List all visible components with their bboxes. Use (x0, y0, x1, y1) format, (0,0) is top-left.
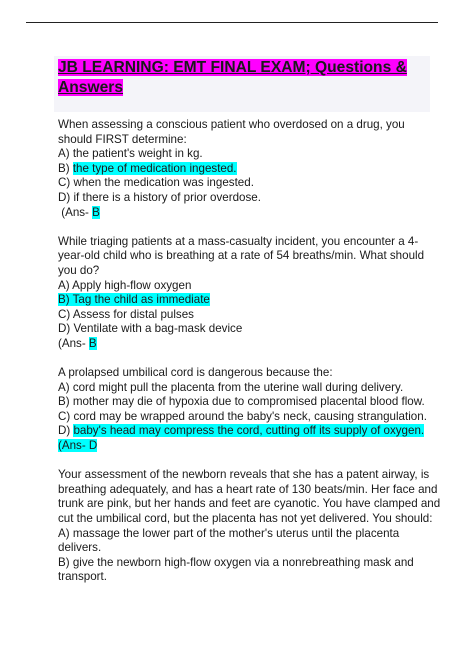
question-stem: When assessing a conscious patient who overdosed on a drug, you should FIRST determine: (58, 118, 405, 146)
option-c: C) Assess for distal pulses (58, 307, 194, 321)
answer-letter: B (92, 205, 100, 219)
option-d-highlight: baby's head may compress the cord, cutting off its supply of oxygen. (73, 424, 425, 438)
answer-highlight: (Ans- D (58, 439, 98, 453)
question-stem: While triaging patients at a mass-casualty incident, you encounter a 4-year-old child who is breathing at a rate of 54 breaths/min. What should you do? (58, 234, 425, 277)
option-b: B) mother may die of hypoxia due to compromised placental blood flow. (58, 395, 425, 409)
option-a: A) the patient's weight in kg. (58, 147, 203, 161)
question-3 (58, 366, 442, 454)
document-body (58, 118, 442, 600)
answer (58, 206, 442, 221)
option-d (58, 424, 442, 439)
title-line-2: Answers (58, 79, 124, 96)
option-b: B) give the newborn high-flow oxygen via a nonrebreathing mask and transport. (58, 555, 414, 584)
option-b (58, 162, 442, 177)
answer-letter: B (88, 336, 97, 350)
question-2 (58, 235, 442, 352)
option-d: D) Ventilate with a bag-mask device (58, 322, 243, 336)
option-c: C) when the medication was ingested. (58, 176, 254, 190)
option-a: A) cord might pull the placenta from the uterine wall during delivery. (58, 380, 404, 394)
option-b-prefix: B) (58, 161, 73, 175)
answer-prefix: (Ans- (58, 205, 93, 219)
answer-prefix: (Ans- (58, 336, 89, 350)
question-4 (58, 468, 442, 585)
option-a: A) Apply high-flow oxygen (58, 278, 192, 292)
option-d: D) if there is a history of prior overdose. (58, 190, 261, 204)
title-line-1: JB LEARNING: EMT FINAL EXAM; Questions & (58, 59, 407, 76)
option-d-prefix: D) (58, 424, 74, 438)
option-c: C) cord may be wrapped around the baby's neck, causing strangulation. (58, 409, 427, 423)
answer (58, 337, 442, 352)
question-stem: A prolapsed umbilical cord is dangerous because the: (58, 366, 333, 380)
option-a: A) massage the lower part of the mother's uterus until the placenta delivers. (58, 526, 400, 555)
question-1 (58, 118, 442, 220)
question-stem: Your assessment of the newborn reveals that she has a patent airway, is breathing adequately, and has a heart rate of 130 beats/min. Her face and trunk are pink, but her hands and feet are cyanotic. You have clamped and cut the umbilical cord, but the placenta has not yet delivered. You should: (58, 468, 441, 526)
top-rule (26, 22, 438, 23)
option-b-highlight: B) Tag the child as immediate (58, 293, 210, 307)
option-b-highlight: the type of medication ingested. (72, 161, 237, 175)
document-title (58, 58, 434, 98)
answer (58, 439, 442, 454)
option-b (58, 293, 442, 308)
